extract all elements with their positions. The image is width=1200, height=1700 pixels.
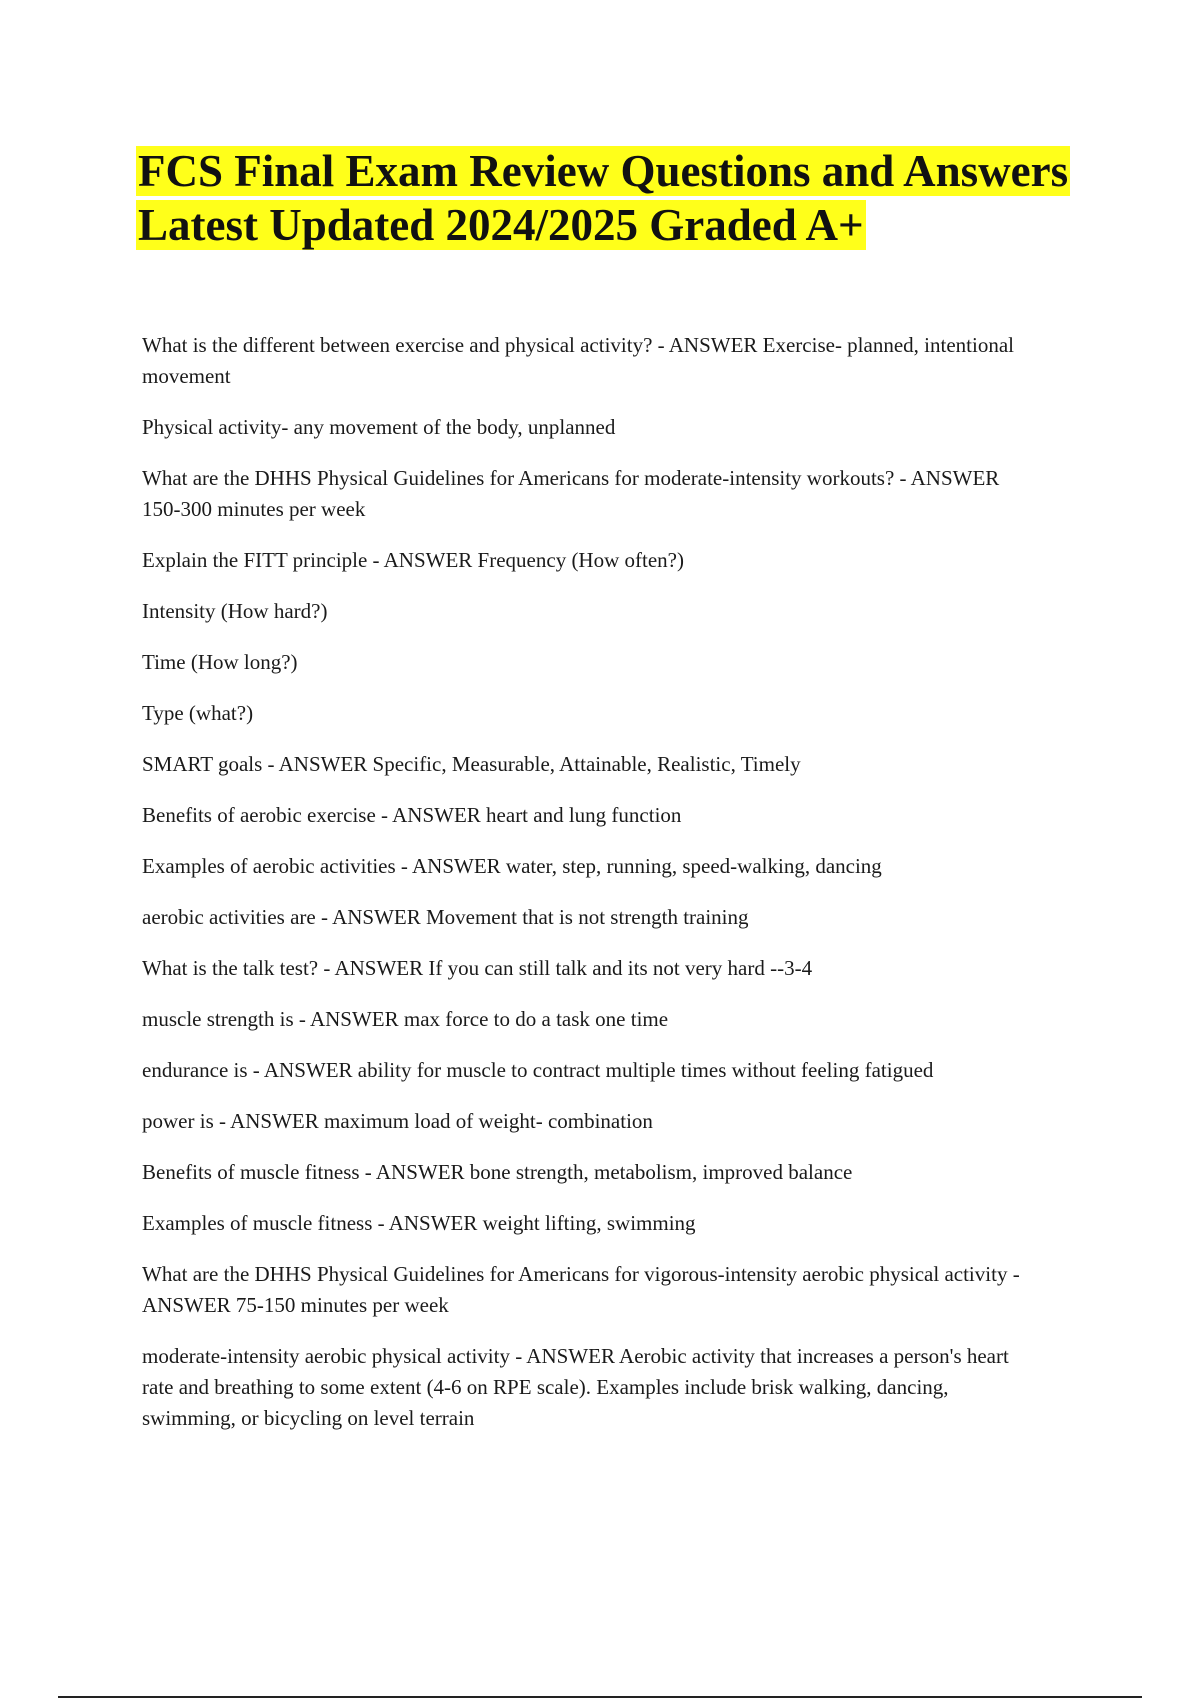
qa-item: Examples of muscle fitness - ANSWER weight lifting, swimming xyxy=(142,1211,696,1235)
qa-item: aerobic activities are - ANSWER Movement that is not strength training xyxy=(142,905,749,929)
qa-item: What is the talk test? - ANSWER If you can still talk and its not very hard --3-4 xyxy=(142,956,813,980)
title-block xyxy=(136,144,1116,252)
qa-item: moderate-intensity aerobic physical activity - ANSWER Aerobic activity that increases a person's heart rate and breathing to some extent (4-6 on RPE scale). Examples include brisk walking, dancing, swimming, or bicycling on level terrain xyxy=(142,1344,1009,1430)
qa-item: power is - ANSWER maximum load of weight- combination xyxy=(142,1109,653,1133)
qa-item: What is the different between exercise and physical activity? - ANSWER Exercise- planned, intentional movement xyxy=(142,333,1014,388)
document-title xyxy=(136,144,1116,252)
qa-item: Physical activity- any movement of the body, unplanned xyxy=(142,415,616,439)
qa-item: What are the DHHS Physical Guidelines for Americans for moderate-intensity workouts? - ANSWER 150-300 minutes per week xyxy=(142,466,1000,521)
qa-item: SMART goals - ANSWER Specific, Measurable, Attainable, Realistic, Timely xyxy=(142,752,801,776)
qa-item: endurance is - ANSWER ability for muscle to contract multiple times without feeling fatigued xyxy=(142,1058,934,1082)
qa-list xyxy=(142,330,1022,1454)
qa-item: What are the DHHS Physical Guidelines for Americans for vigorous-intensity aerobic physical activity - ANSWER 75-150 minutes per week xyxy=(142,1262,1020,1317)
qa-item: Benefits of muscle fitness - ANSWER bone strength, metabolism, improved balance xyxy=(142,1160,853,1184)
qa-item: Type (what?) xyxy=(142,701,254,725)
qa-item: Intensity (How hard?) xyxy=(142,599,328,623)
qa-item: Examples of aerobic activities - ANSWER water, step, running, speed-walking, dancing xyxy=(142,854,882,878)
document-title-text: FCS Final Exam Review Questions and Answers Latest Updated 2024/2025 Graded A+ xyxy=(138,146,1069,250)
qa-item: Explain the FITT principle - ANSWER Frequency (How often?) xyxy=(142,548,684,572)
footer-divider xyxy=(58,1696,1142,1698)
qa-item: Benefits of aerobic exercise - ANSWER heart and lung function xyxy=(142,803,682,827)
qa-item: Time (How long?) xyxy=(142,650,298,674)
qa-item: muscle strength is - ANSWER max force to do a task one time xyxy=(142,1007,669,1031)
